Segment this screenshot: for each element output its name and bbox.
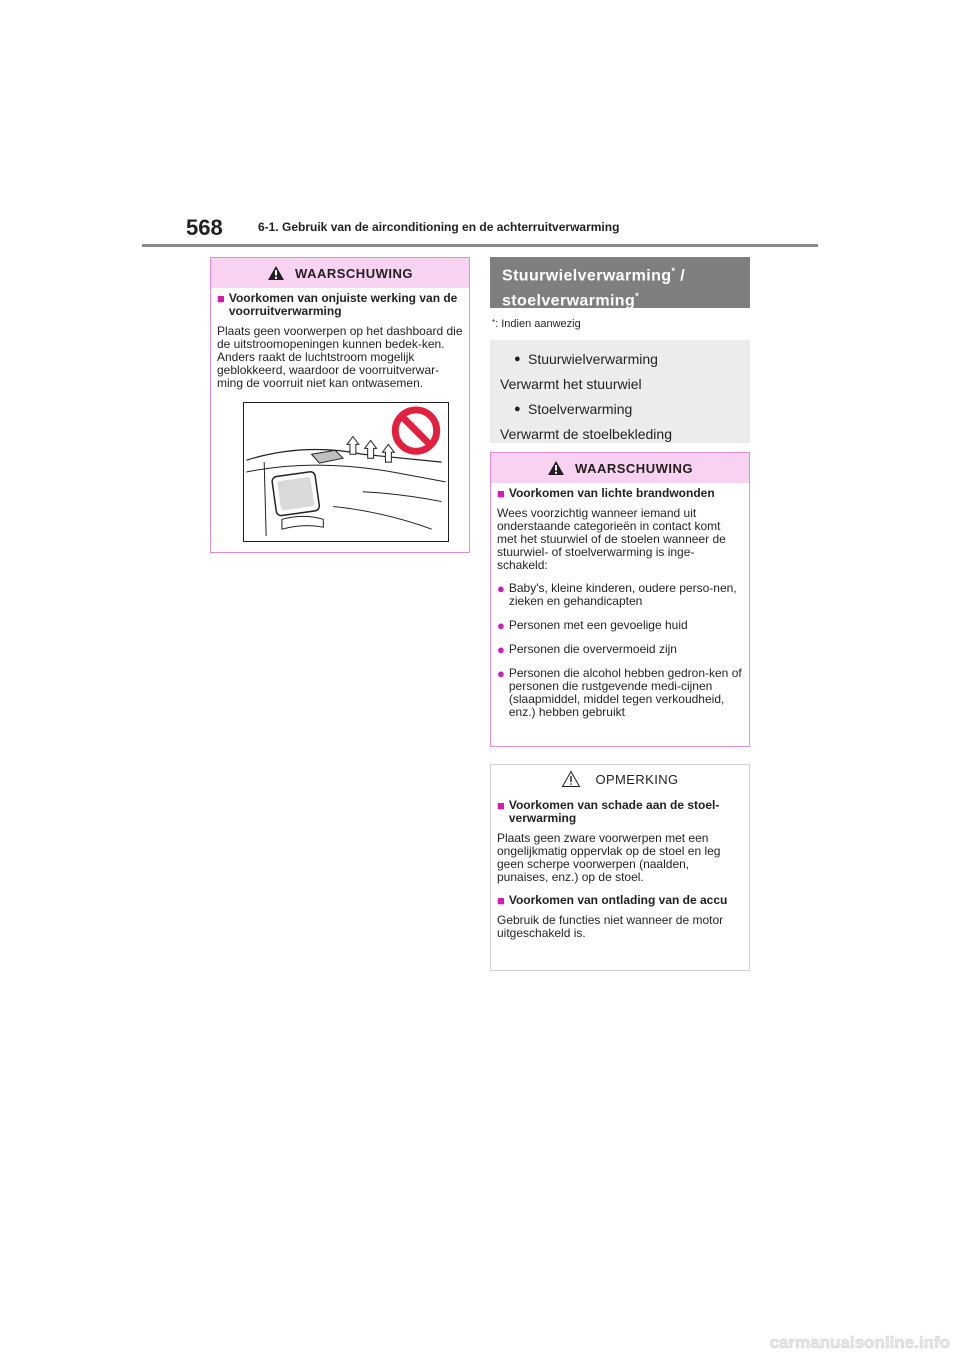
heading-line-1: Stuurwielverwarming <box>502 267 672 285</box>
note-triangle-icon <box>561 770 581 788</box>
list-item <box>497 643 743 656</box>
list-item-text: Baby's, kleine kinderen, oudere perso-nen, zieken en gehandicapten <box>508 581 737 608</box>
list-item-text: Personen die alcohol hebben gedron-ken of personen die rustgevende medi-cijnen (slaapmiddel, middel tegen verkoudheid, enz.) hebben gebruikt <box>508 666 742 719</box>
warning-header <box>491 453 749 483</box>
disc-bullet-icon: ● <box>514 352 521 365</box>
note-subheading <box>497 799 743 825</box>
note-header <box>491 765 749 793</box>
feature-name: Stuurwielverwarming <box>528 350 658 367</box>
watermark-text: carmanualsonline.info <box>769 1333 950 1352</box>
list-item-text: Personen die oververmoeid zijn <box>508 642 677 656</box>
features-panel <box>490 340 750 443</box>
feature-desc: Verwarmt de stoelbekleding <box>500 425 672 442</box>
warning-subheading <box>217 292 463 318</box>
warning-label: WAARSCHUWING <box>295 265 413 281</box>
note-subheading <box>497 894 743 907</box>
left-warning-box <box>210 257 470 553</box>
warning-body <box>211 288 469 551</box>
warning-text: Wees voorzichtig wanneer iemand uit onderstaande categorieën in contact komt met het stuurwiel of de stoelen wanneer de stuurwiel- of stoelverwarming is inge-schakeld: <box>497 506 726 572</box>
warning-subheading-text: Voorkomen van onjuiste werking van de voorruitverwarming <box>228 291 458 318</box>
feature-desc-row <box>500 371 740 396</box>
warning-text: Plaats geen voorwerpen op het dashboard die de uitstroomopeningen kunnen bedek-ken. Anders raakt de luchtstroom mogelijk geblokkeerd, waardoor de voorruitverwar-ming de voorruit niet kan ontwasemen. <box>217 324 463 390</box>
warning-header <box>211 258 469 288</box>
footnote-text: : Indien aanwezig <box>495 318 581 330</box>
list-item <box>497 582 743 608</box>
feature-name: Stoelverwarming <box>528 400 633 417</box>
warning-subheading <box>497 487 743 500</box>
list-item <box>497 619 743 632</box>
list-item <box>497 667 743 719</box>
square-bullet-icon: ■ <box>497 893 505 908</box>
heading-separator: / <box>680 267 686 285</box>
disc-bullet-icon: ● <box>497 642 505 657</box>
note-body <box>491 793 749 956</box>
note-box <box>490 764 750 971</box>
right-warning-box <box>490 452 750 747</box>
prohibition-icon <box>395 410 436 451</box>
dashboard-illustration <box>243 402 449 542</box>
heading-marker-2: * <box>635 291 640 302</box>
square-bullet-icon: ■ <box>497 798 505 813</box>
header-rule <box>142 244 818 247</box>
footnote-star: * <box>492 318 496 327</box>
warning-triangle-icon <box>547 460 565 476</box>
feature-name-row <box>500 346 740 371</box>
disc-bullet-icon: ● <box>514 402 521 415</box>
note-text: Plaats geen zware voorwerpen met een ongelijkmatig oppervlak op de stoel en leg geen scherpe voorwerpen (naalden, punaises, enz.) op de stoel. <box>497 831 721 884</box>
note-text: Gebruik de functies niet wanneer de motor uitgeschakeld is. <box>497 913 724 940</box>
disc-bullet-icon: ● <box>497 618 505 633</box>
warning-subheading-text: Voorkomen van lichte brandwonden <box>508 486 715 500</box>
feature-desc: Verwarmt het stuurwiel <box>500 375 642 392</box>
square-bullet-icon: ■ <box>497 486 505 501</box>
heading-marker-1: * <box>671 266 676 276</box>
disc-bullet-icon: ● <box>497 666 505 681</box>
note-label: OPMERKING <box>595 771 679 787</box>
watermark <box>702 1332 952 1352</box>
list-item-text: Personen met een gevoelige huid <box>508 618 688 632</box>
feature-desc-row <box>500 421 740 446</box>
warning-body <box>491 483 749 736</box>
warning-triangle-icon <box>267 265 285 281</box>
note-subheading-text: Voorkomen van schade aan de stoel-verwarming <box>508 798 720 825</box>
footnote <box>492 318 581 330</box>
feature-name-row <box>500 396 740 421</box>
warning-label: WAARSCHUWING <box>575 460 693 476</box>
note-subheading-text: Voorkomen van ontlading van de accu <box>508 893 728 907</box>
section-title: 6-1. Gebruik van de airconditioning en de achterruitverwarming <box>258 220 620 234</box>
disc-bullet-icon: ● <box>497 581 505 596</box>
heading-line-2: stoelverwarming <box>502 292 636 310</box>
page-number: 568 <box>186 215 223 240</box>
square-bullet-icon: ■ <box>217 291 225 306</box>
section-heading <box>490 257 750 308</box>
